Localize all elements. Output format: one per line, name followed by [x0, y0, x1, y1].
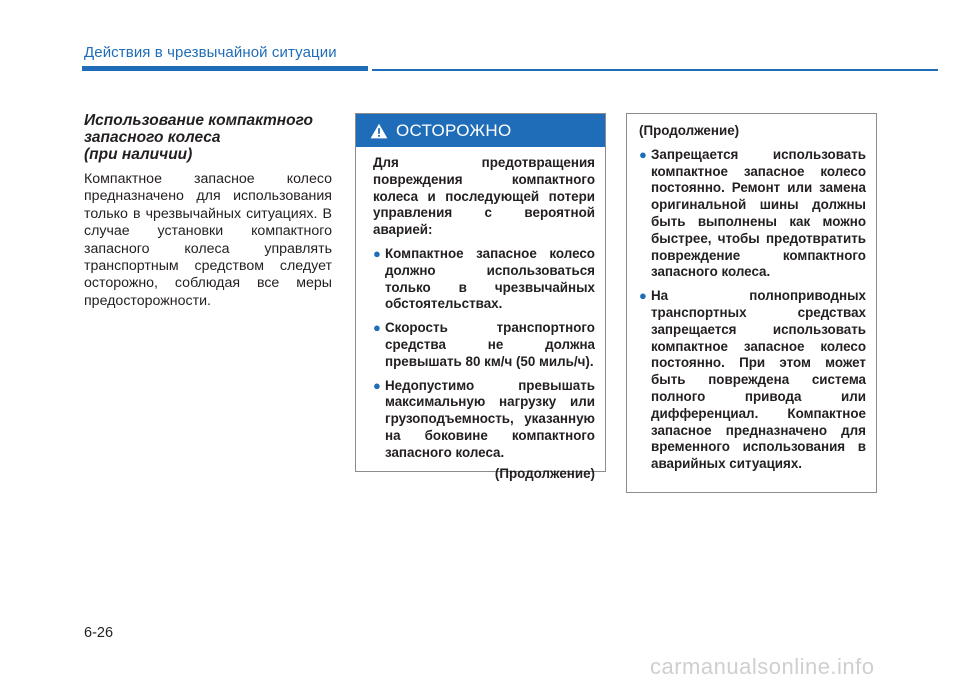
warning-triangle-icon — [370, 123, 388, 139]
continuation-bullet — [639, 288, 866, 473]
bullet-dot-icon: ● — [639, 288, 647, 304]
warning-continued: (Продолжение) — [494, 465, 595, 481]
section-body: Компактное запасное колесо предназначено для использования только в чрезвычайных ситуациях. В случае установки компактного запасного колеса управлять транспортным средством следует осторожно, соблюдая все меры предосторожности. — [84, 171, 332, 309]
watermark: carmanualsonline.info — [650, 654, 875, 679]
header-title: Действия в чрезвычайной ситуации — [84, 44, 337, 61]
section-heading-line-3: (при наличии) — [84, 146, 193, 163]
warning-bullet-text: Скорость транспортного средства не должна превышать 80 км/ч (50 миль/ч). — [385, 320, 595, 369]
section-heading — [84, 112, 332, 163]
warning-intro: Для предотвращения повреждения компактного колеса и последующей потери управления с вероятной аварией: — [373, 155, 595, 238]
bullet-dot-icon: ● — [639, 146, 647, 162]
warning-title: ОСТОРОЖНО — [396, 120, 512, 140]
warning-bullet-text: Компактное запасное колесо должно использоваться только в чрезвычайных обстоятельствах. — [385, 245, 595, 312]
warning-box — [355, 113, 606, 481]
warning-bullet — [373, 246, 595, 313]
section-heading-line-1: Использование компактного — [84, 112, 313, 129]
warning-bullet-text: Недопустимо превышать максимальную нагрузку или грузоподъемность, указанную на боковине компактного запасного колеса. — [385, 377, 595, 460]
warning-bullet — [373, 320, 595, 370]
warning-content — [356, 147, 605, 482]
continuation-bullet-text: Запрещается использовать компактное запасное колесо постоянно. Ремонт или замена оригинальной шины должны быть выполнены как можно быстрее, чтобы предотвратить повреждение компактного запасного колеса. — [651, 146, 866, 280]
continuation-box — [626, 113, 877, 493]
bullet-dot-icon: ● — [373, 320, 381, 336]
section-heading-line-2: запасного колеса — [84, 129, 221, 146]
header-bar-thick — [82, 66, 368, 71]
left-column — [84, 112, 332, 310]
header-bar-thin — [372, 69, 938, 71]
bullet-dot-icon: ● — [373, 245, 381, 261]
continuation-label: (Продолжение) — [639, 123, 740, 138]
page-number: 6-26 — [84, 625, 114, 641]
bullet-dot-icon: ● — [373, 377, 381, 393]
warning-bullet — [373, 378, 595, 462]
continuation-bullet-text: На полноприводных транспортных средствах запрещается использовать компактное запасное колесо постоянно. При этом может быть повреждена система полного привода или дифференциал. Компактное запасное предназначено для временного использования в аварийных ситуациях. — [651, 288, 866, 472]
continuation-content — [627, 114, 876, 473]
warning-header — [356, 114, 605, 147]
continuation-bullet — [639, 147, 866, 281]
